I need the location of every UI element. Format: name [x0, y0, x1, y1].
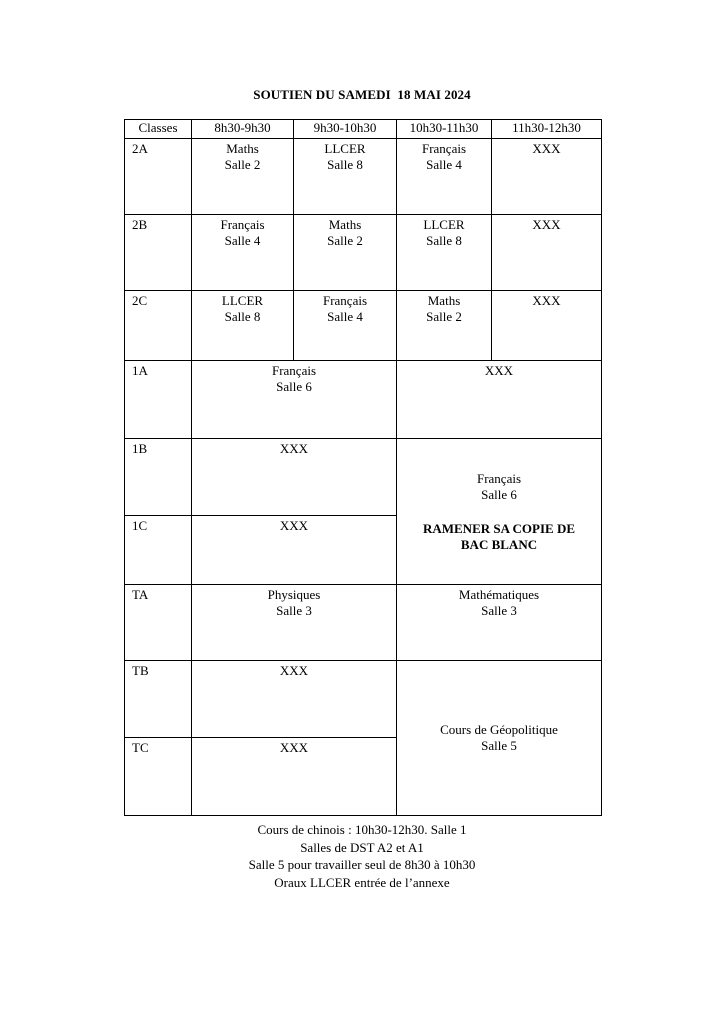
page-title: SOUTIEN DU SAMEDI 18 MAI 2024: [253, 87, 471, 102]
note-line: Cours de chinois : 10h30-12h30. Salle 1: [257, 822, 467, 837]
footer-notes: [0, 821, 724, 891]
header-slot-3: 10h30-11h30: [397, 120, 492, 139]
session-cell: XXX: [397, 361, 602, 439]
session-cell: Français Salle 4: [192, 215, 294, 291]
header-slot-1: 8h30-9h30: [192, 120, 294, 139]
session-cell: Maths Salle 2: [294, 215, 397, 291]
header-row: [125, 120, 602, 139]
table-row: [125, 139, 602, 215]
table-row: [125, 585, 602, 661]
class-label: 1B: [125, 439, 192, 516]
note-line: Salles de DST A2 et A1: [300, 839, 424, 855]
schedule-table: [124, 119, 602, 816]
session-cell: Mathématiques Salle 3: [397, 585, 602, 661]
class-label: 1A: [125, 361, 192, 439]
notice-text: RAMENER SA COPIE DE BAC BLANC: [422, 520, 576, 552]
class-label: 1C: [125, 516, 192, 585]
class-label: TC: [125, 738, 192, 816]
session-cell: XXX: [492, 215, 602, 291]
session-cell: XXX: [492, 291, 602, 361]
session-cell: LLCER Salle 8: [192, 291, 294, 361]
session-cell: Français Salle 6: [192, 361, 397, 439]
table-row: [125, 291, 602, 361]
session-cell: XXX: [192, 661, 397, 738]
session-cell: LLCER Salle 8: [397, 215, 492, 291]
session-cell: Maths Salle 2: [397, 291, 492, 361]
class-label: TA: [125, 585, 192, 661]
header-slot-2: 9h30-10h30: [294, 120, 397, 139]
session-cell: XXX: [492, 139, 602, 215]
session-cell: Français Salle 6 RAMENER SA COPIE DE BAC BLANC: [397, 439, 602, 585]
session-cell: Maths Salle 2: [192, 139, 294, 215]
session-cell: XXX: [192, 439, 397, 516]
header-classes: Classes: [125, 120, 192, 139]
note-line: Oraux LLCER entrée de l’annexe: [274, 874, 450, 890]
session-cell: Cours de Géopolitique Salle 5: [397, 661, 602, 816]
session-cell: XXX: [192, 738, 397, 816]
note-line: Salle 5 pour travailler seul de 8h30 à 10h30: [248, 857, 476, 872]
table-row: [125, 439, 602, 516]
header-slot-4: 11h30-12h30: [492, 120, 602, 139]
table-row: [125, 215, 602, 291]
class-label: 2A: [125, 139, 192, 215]
session-cell: Français Salle 4: [397, 139, 492, 215]
class-label: TB: [125, 661, 192, 738]
session-cell: Physiques Salle 3: [192, 585, 397, 661]
session-cell: Français Salle 4: [294, 291, 397, 361]
table-row: [125, 361, 602, 439]
class-label: 2B: [125, 215, 192, 291]
session-cell: LLCER Salle 8: [294, 139, 397, 215]
class-label: 2C: [125, 291, 192, 361]
table-row: [125, 661, 602, 738]
session-cell: XXX: [192, 516, 397, 585]
